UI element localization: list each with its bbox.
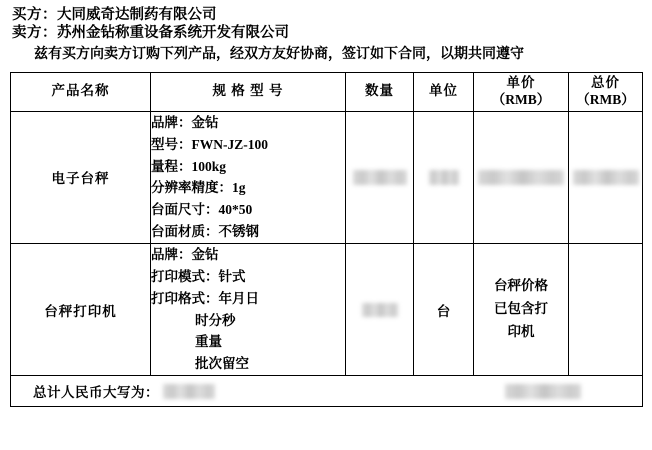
column-header-spec	[151, 72, 346, 111]
column-header-unit-price-currency: （RMB）	[491, 91, 551, 107]
total-label: 总计人民币大写为：	[33, 385, 159, 401]
buyer-label: 买方：	[12, 7, 57, 23]
product-name-scale: 电子台秤	[11, 111, 151, 243]
spec-line: 打印模式：针式	[151, 268, 246, 284]
price-note-line: 已包含打	[494, 301, 548, 317]
redacted-value	[362, 303, 398, 317]
column-header-spec-label: 规 格 型 号	[212, 83, 284, 99]
seller-line	[12, 26, 642, 41]
column-header-total-price	[569, 72, 643, 111]
intro-paragraph: 兹有买方向卖方订购下列产品，经双方友好协商，签订如下合同，以期共同遵守	[34, 47, 524, 62]
price-note-line: 台秤价格	[494, 278, 548, 294]
spec-line: 时分秒	[195, 312, 236, 328]
product-table	[10, 72, 643, 407]
price-note-line: 印机	[507, 324, 535, 339]
product-qty-scale	[346, 111, 414, 243]
column-header-product-name	[11, 72, 151, 111]
total-amount-cell	[11, 376, 643, 407]
spec-line: 型号：FWN-JZ-100	[151, 136, 268, 152]
seller-label: 卖方：	[12, 24, 57, 41]
product-qty-printer	[346, 243, 414, 375]
product-total-price-scale	[569, 111, 643, 243]
buyer-value: 大同威奇达制药有限公司	[57, 7, 217, 23]
spec-line: 量程：100kg	[151, 158, 227, 174]
redacted-value	[163, 384, 215, 399]
spec-line: 分辨率精度：1g	[151, 180, 246, 196]
product-unit-price-printer	[474, 243, 569, 375]
column-header-qty-label: 数量	[365, 83, 394, 99]
column-header-unit-price-label: 单价	[506, 74, 536, 90]
column-header-unit-price	[474, 72, 569, 111]
product-name-printer: 台秤打印机	[11, 243, 151, 375]
product-spec-printer	[151, 243, 346, 375]
total-row	[11, 376, 643, 407]
column-header-product-name-label: 产品名称	[51, 83, 110, 99]
product-unit-printer: 台	[414, 243, 474, 375]
spec-line: 打印格式：年月日	[151, 290, 259, 306]
column-header-qty	[346, 72, 414, 111]
seller-value: 苏州金钻称重设备系统开发有限公司	[57, 24, 289, 41]
table-header-row	[11, 72, 643, 111]
redacted-value	[429, 170, 459, 185]
column-header-unit-label: 单位	[429, 83, 458, 99]
product-total-price-printer	[569, 243, 643, 375]
table-row	[11, 243, 643, 375]
spec-line: 品牌：金钻	[151, 246, 219, 262]
spec-line: 台面尺寸：40*50	[151, 202, 253, 218]
product-unit-price-scale	[474, 111, 569, 243]
redacted-value	[505, 384, 581, 399]
buyer-line	[12, 8, 642, 23]
redacted-value	[478, 170, 564, 185]
column-header-total-price-label: 总价	[591, 74, 620, 90]
spec-line: 批次留空	[195, 356, 249, 372]
redacted-value	[353, 170, 407, 185]
column-header-unit	[414, 72, 474, 111]
redacted-value	[573, 170, 639, 185]
column-header-total-price-currency: （RMB）	[576, 91, 635, 107]
product-unit-scale	[414, 111, 474, 243]
spec-line: 品牌：金钻	[151, 114, 219, 130]
spec-line: 台面材质：不锈钢	[151, 224, 259, 240]
spec-line: 重量	[195, 334, 222, 350]
product-spec-scale	[151, 111, 346, 243]
table-row	[11, 111, 643, 243]
